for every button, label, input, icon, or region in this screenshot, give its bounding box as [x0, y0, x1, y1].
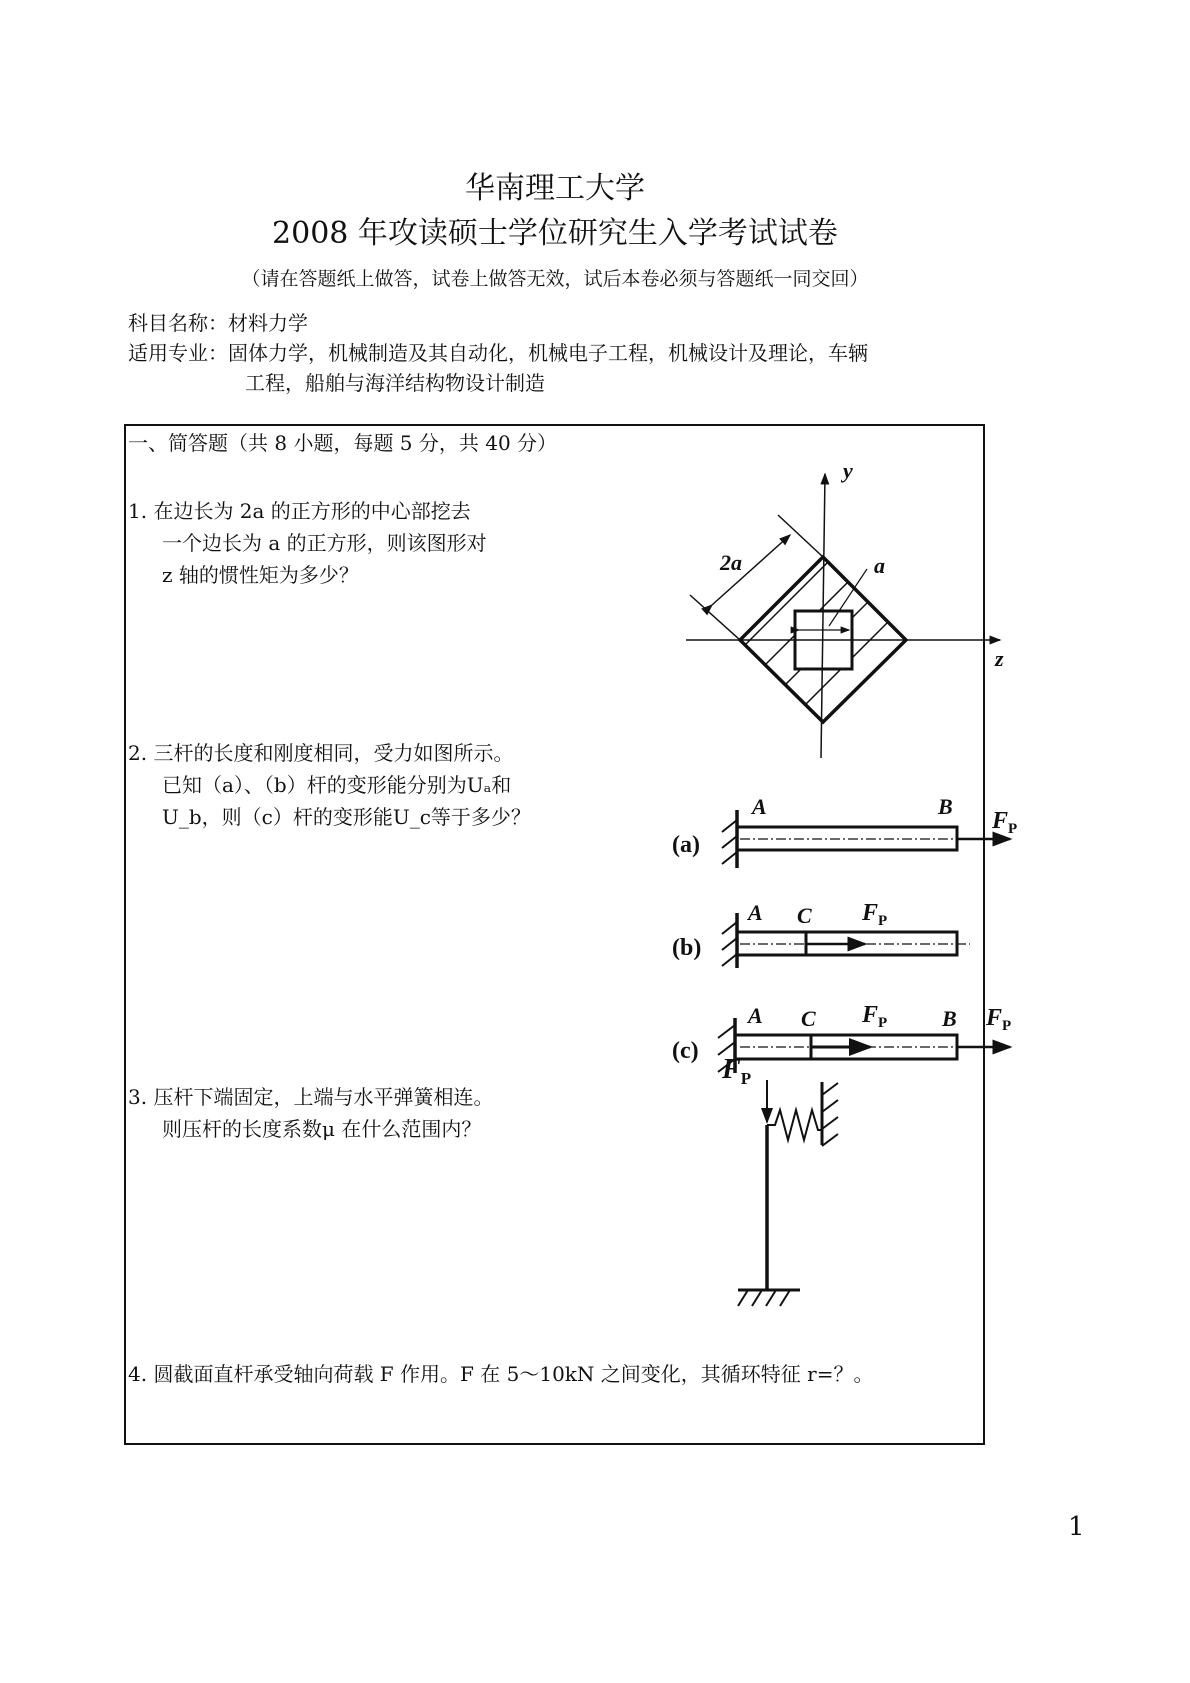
point-b-label: B	[938, 794, 953, 819]
section-title: 一、简答题（共 8 小题，每题 5 分，共 40 分）	[128, 431, 558, 455]
force-label: $F_P$	[862, 900, 888, 929]
q3-line: 则压杆的长度系数μ 在什么范围内？	[162, 1117, 482, 1141]
q2-line: 2. 三杆的长度和刚度相同，受力如图所示。	[128, 741, 514, 765]
exam-title: 2008 年攻读硕士学位研究生入学考试试卷	[272, 216, 838, 251]
q1-line: z 轴的惯性矩为多少？	[162, 563, 359, 587]
majors-line-2: 工程，船舶与海洋结构物设计制造	[245, 371, 545, 395]
point-a-label: A	[752, 794, 767, 819]
q1-line: 1. 在边长为 2a 的正方形的中心部挖去	[128, 499, 471, 523]
point-c-label: C	[801, 1006, 816, 1031]
point-a-label: A	[748, 900, 763, 925]
label-b: (b)	[672, 935, 702, 961]
point-a-label: A	[748, 1003, 763, 1028]
force-label: $F_P$	[722, 1054, 752, 1088]
label-c: (c)	[672, 1038, 699, 1064]
square-section-figure	[600, 440, 1050, 770]
question-3	[128, 1081, 493, 1145]
page-number: 1	[1068, 1512, 1085, 1542]
question-2	[128, 737, 531, 833]
z-axis-label: z	[995, 646, 1004, 671]
question-4	[128, 1358, 873, 1390]
university-name: 华南理工大学	[465, 171, 645, 206]
force-label: $F_P$	[986, 1005, 1012, 1034]
majors-line-1: 适用专业：固体力学，机械制造及其自动化，机械电子工程，机械设计及理论，车辆	[128, 341, 868, 365]
exam-note: （请在答题纸上做答，试卷上做答无效，试后本卷必须与答题纸一同交回）	[241, 268, 869, 290]
question-1	[128, 495, 487, 591]
force-label: $F_P$	[992, 808, 1018, 837]
inner-side-label: a	[874, 553, 885, 578]
q2-line: U_b，则（c）杆的变形能U_c等于多少？	[162, 805, 531, 829]
q1-line: 一个边长为 a 的正方形，则该图形对	[162, 531, 487, 555]
point-c-label: C	[797, 903, 812, 928]
point-b-label: B	[942, 1006, 957, 1031]
label-a: (a)	[672, 832, 700, 858]
outer-side-label: 2a	[720, 550, 742, 575]
subject-name: 科目名称：材料力学	[128, 311, 308, 335]
y-axis-label: y	[843, 458, 853, 483]
q2-line: 已知（a）、（b）杆的变形能分别为Uₐ和	[162, 773, 512, 797]
q4-line: 4. 圆截面直杆承受轴向荷载 F 作用。F 在 5～10kN 之间变化，其循环特征 r=？。	[128, 1362, 874, 1386]
column-spring-figure	[700, 1040, 870, 1330]
q3-line: 3. 压杆下端固定，上端与水平弹簧相连。	[128, 1085, 494, 1109]
force-label: $F_P$	[862, 1002, 888, 1031]
